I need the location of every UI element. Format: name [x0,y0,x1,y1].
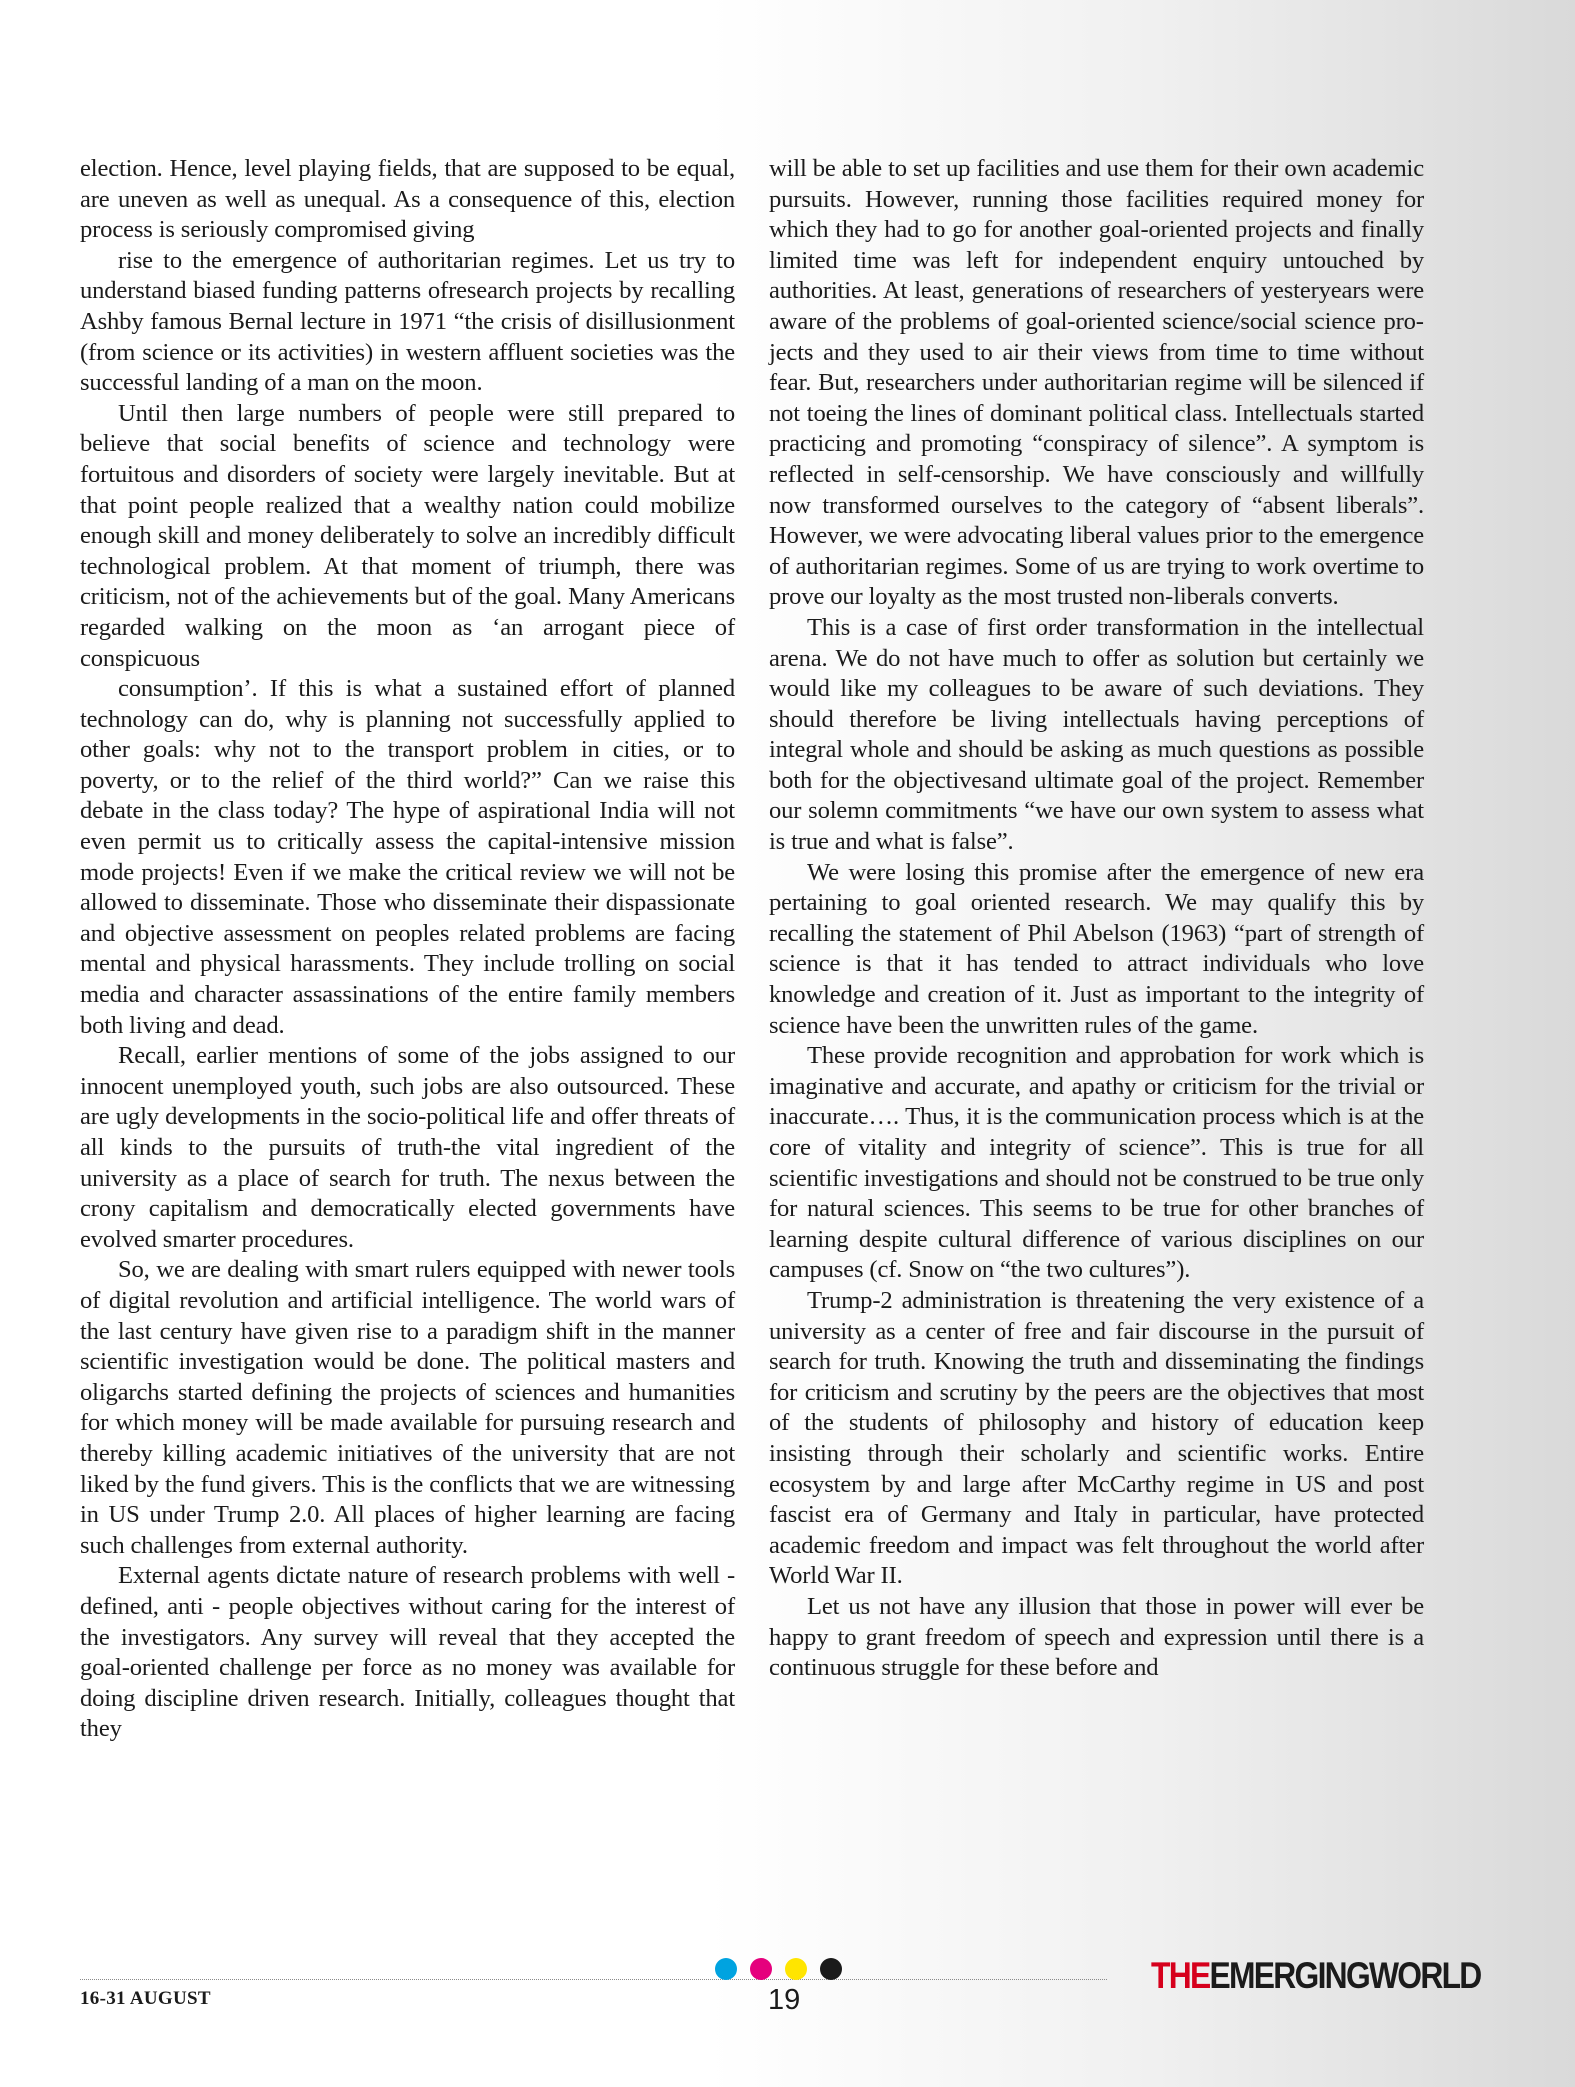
article-paragraph: We were losing this promise after the emergence of new era pertaining to goal oriented research. We may qualify this by recalling the statement of Phil Abelson (1963) “part of strength of science is that it has tended to attract individuals who love knowledge and creation of it. Just as important to the integrity of science have been the unwritten rules of the game. [769,858,1424,1039]
article-paragraph: Let us not have any illusion that those in power will ever be happy to grant freedom of speech and expression until there is a continuous struggle for these before and [769,1592,1424,1682]
article-paragraph: election. Hence, level playing fields, that are supposed to be equal, are uneven as well as unequal. As a consequence of this, election process is seriously compromised giving [80,155,735,244]
right-column [769,154,1424,1904]
issue-date: 16-31 AUGUST [80,1988,211,2009]
article-paragraph: consumption’. If this is what a sustained effort of planned technology can do, why is planning not successfully applied to other goals: why not to the transport problem in cities, or to poverty, or to the relief of the third world?” Can we raise this debate in the class today? The hype of aspirational India will not even permit us to critically assess the capital-intensive mission mode projects! Even if we make the critical review we will not be allowed to disseminate. Those who disseminate their dispassionate and objective assessment on peoples related problems are facing mental and physical harassments. They include trolling on social media and character assassinations of the entire family members both living and dead. [80,675,735,1039]
logo-emerging-world: EMERGINGWORLD [1209,1955,1481,1996]
black-dot [820,1958,842,1980]
publication-logo [1151,1955,1481,1997]
registration-marks [715,1958,842,1980]
footer-rule [80,1979,1107,1980]
article-paragraph: These provide recognition and approbation for work which is imaginative and accurate, and apathy or criticism for the trivial or inaccurate…. Thus, it is the communication process which is at the core of vitality and integrity of science”. This is true for all scientific investigations and should not be construed to be true only for natural sciences. This seems to be true for other branches of learning despite cultural difference of various disciplines on our campuses (cf. Snow on “the two cultures”). [769,1042,1424,1284]
yellow-dot [785,1958,807,1980]
article-paragraph: So, we are dealing with smart rulers equipped with newer tools of digital revolution and artificial intelligence. The world wars of the last century have given rise to a paradigm shift in the manner scientific investigation would be done. The political masters and oligarchs started defining the projects of sciences and humanities for which money will be made available for pursuing research and thereby killing academic initiatives of the university that are not liked by the fund givers. This is the conflicts that we are witnessing in US under Trump 2.0. All places of higher learning are facing such challenges from external authority. [80,1256,735,1559]
cyan-dot [715,1958,737,1980]
article-paragraph: rise to the emergence of authoritarian regimes. Let us try to understand biased funding patterns ofresearch projects by recalling Ashby famous Bernal lecture in 1971 “the crisis of disillusionment (from science or its activities) in western affluent societies was the successful landing of a man on the moon. [80,246,735,397]
article-paragraph: Recall, earlier mentions of some of the jobs assigned to our innocent unemployed youth, such jobs are also outsourced. These are ugly developments in the socio-political life and offer threats of all kinds to the pursuits of truth-the vital ingredient of the university as a place of search for truth. The nexus between the crony capitalism and democratically elected governments have evolved smarter procedures. [80,1042,735,1253]
article-paragraph: This is a case of first order transformation in the intellectual arena. We do not have much to offer as solution but certainly we would like my colleagues to be aware of such deviations. They should therefore be living intellectuals having perceptions of integral whole and should be asking as much questions as possible both for the objectivesand ultimate goal of the project. Remember our solemn commitments “we have our own system to assess what is true and what is false”. [769,613,1424,856]
article-paragraph: Until then large numbers of people were still prepared to believe that social benefits of science and technology were fortuitous and disorders of society were largely inevitable. But at that point people realized that a wealthy nation could mobilize enough skill and money deliberately to solve an incredibly difficult technological problem. At that moment of triumph, there was criticism, not of the achievements but of the goal. Many Americans regarded walking on the moon as ‘an arrogant piece of conspicuous [80,399,735,672]
logo-the: THE [1151,1955,1210,1996]
article-body [80,154,1424,1904]
article-paragraph: Trump-2 administration is threatening the very existence of a university as a center of free and fair discourse in the pursuit of search for truth. Knowing the truth and disseminating the findings for criticism and scrutiny by the peers are the objectives that most of the students of philosophy and history of education keep insisting through their scholarly and scientific works. Entire ecosystem by and large after McCarthy regime in US and post fascist era of Germany and Italy in particular, have protected academic freedom and impact was felt throughout the world after World War II. [769,1286,1424,1590]
magenta-dot [750,1958,772,1980]
article-paragraph: External agents dictate nature of research problems with well -defined, anti - people objectives without caring for the interest of the investigators. Any survey will reveal that they accepted the goal-oriented challenge per force as no money was available for doing discipline driven research. Initially, colleagues thought that they [80,1562,735,1743]
left-column [80,154,735,1904]
page-number: 19 [768,1984,801,2016]
article-paragraph: will be able to set up facilities and use them for their own academic pursuits. However, running those facilities required money for which they had to go for another goal-oriented projects and finally limited time was left for independent enquiry untouched by authorities. At least, generations of researchers of yesteryears were aware of the problems of goal-oriented science/social science projects and they used to air their views from time to time without fear. But, researchers under authoritarian regime will be silenced if not toeing the lines of dominant political class. Intellectuals started practicing and promoting “conspiracy of silence”. A symptom is reflected in self-censorship. We have consciously and willfully now transformed ourselves to the category of “absent liberals”. However, we were advocating liberal values prior to the emergence of authoritarian regimes. Some of us are trying to work overtime to prove our loyalty as the most trusted non-liberals converts. [769,155,1424,611]
